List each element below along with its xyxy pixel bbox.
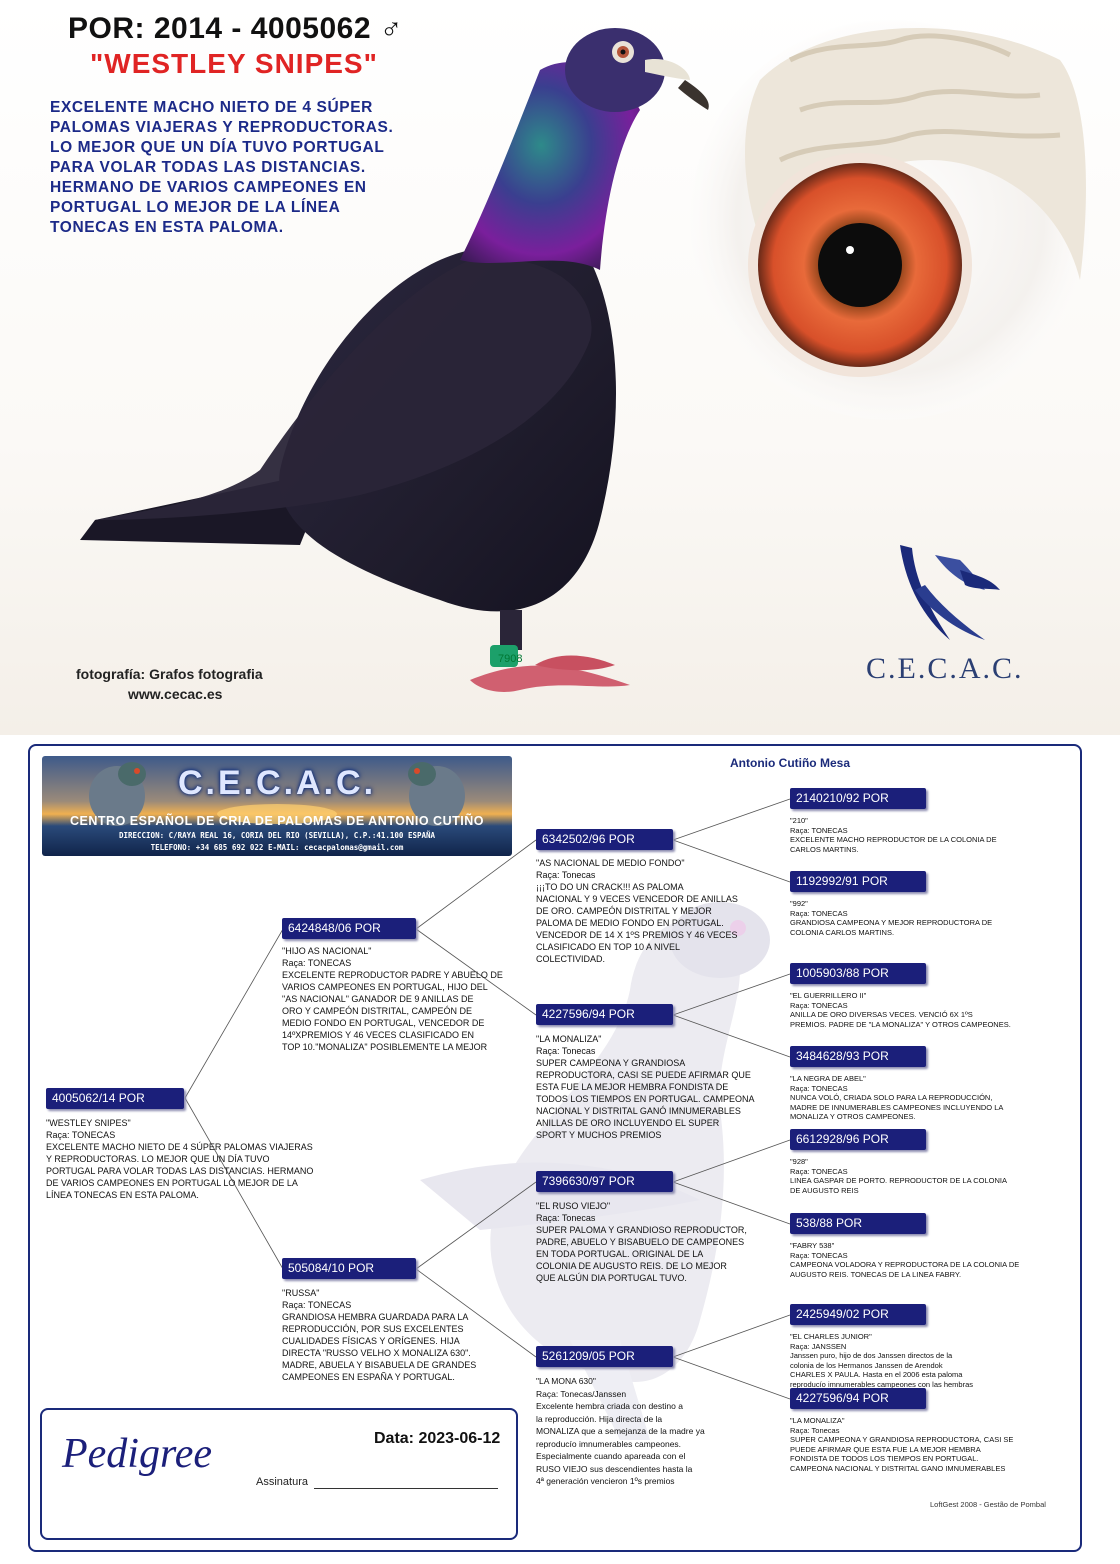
- detail-line: EXCELENTE REPRODUCTOR PADRE Y ABUELO DE: [282, 970, 503, 980]
- detail-line: Y REPRODUCTORAS. LO MEJOR QUE UN DÍA TUVO: [46, 1154, 270, 1164]
- subject-details: [46, 1117, 386, 1201]
- detail-line: EXCELENTE MACHO REPRODUCTOR DE LA COLONIA DE: [790, 835, 997, 844]
- ddd-details: [790, 1416, 1060, 1473]
- ssd-ring-tag[interactable]: 1192992/91 POR: [790, 871, 926, 892]
- detail-line: DE AUGUSTO REIS: [790, 1185, 859, 1195]
- detail-line: "210": [790, 816, 808, 825]
- detail-line: Raça: TONECAS: [282, 958, 352, 968]
- owner-name: Antonio Cutiño Mesa: [730, 756, 850, 770]
- detail-line: "RUSSA": [282, 1288, 320, 1298]
- detail-line: TODOS LOS TIEMPOS EN PORTUGAL. CAMPEONA: [536, 1094, 755, 1104]
- detail-line: Raça: TONECAS: [790, 1083, 848, 1093]
- dss-details: [790, 1157, 1060, 1195]
- ds-ring-tag[interactable]: 7396630/97 POR: [536, 1171, 673, 1192]
- detail-line: NACIONAL Y DISTRITAL GANÓ IMNUMERABLES: [536, 1106, 741, 1116]
- detail-line: Raça: TONECAS: [282, 1300, 352, 1310]
- sdd-details: [790, 1074, 1060, 1122]
- detail-line: PUEDE AFIRMAR QUE ESTA FUE LA MEJOR HEMBRA: [790, 1444, 981, 1454]
- detail-line: PORTUGAL PARA VOLAR TODAS LAS DISTANCIAS. HERMANO: [46, 1166, 314, 1176]
- intro-line: TONECAS EN ESTA PALOMA.: [50, 219, 284, 236]
- intro-line: PORTUGAL LO MEJOR DE LA LÍNEA: [50, 199, 341, 216]
- detail-line: CUALIDADES FÍSICAS Y ORÍGENES. HIJA: [282, 1336, 460, 1346]
- intro-line: EXCELENTE MACHO NIETO DE 4 SÚPER: [50, 99, 373, 116]
- website-link[interactable]: www.cecac.es: [128, 686, 223, 702]
- detail-line: Raça: Tonecas/Janssen: [536, 1388, 627, 1399]
- dds-details: [790, 1332, 1020, 1389]
- intro-line: PARA VOLAR TODAS LAS DISTANCIAS.: [50, 159, 366, 176]
- detail-line: Raça: TONECAS: [46, 1130, 116, 1140]
- detail-line: ANILLAS DE ORO INCLUYENDO EL SUPER: [536, 1118, 720, 1128]
- photo-credit: fotografía: Grafos fotografia: [76, 666, 263, 682]
- intro-line: LO MEJOR QUE UN DÍA TUVO PORTUGAL: [50, 139, 385, 156]
- sds-details: [790, 991, 1060, 1029]
- detail-line: colonia de los Hermanos Janssen de Arendok: [790, 1360, 943, 1370]
- signature-line[interactable]: [314, 1488, 498, 1489]
- sd-details: [536, 1033, 776, 1141]
- ring-number: 7908: [498, 653, 523, 665]
- detail-line: LÍNEA TONECAS EN ESTA PALOMA.: [46, 1190, 199, 1200]
- detail-line: "HIJO AS NACIONAL": [282, 946, 372, 956]
- detail-line: REPRODUCTORA, CASI SE PUEDE AFIRMAR QUE: [536, 1070, 751, 1080]
- detail-line: EXCELENTE MACHO NIETO DE 4 SÚPER PALOMAS VIAJERAS: [46, 1142, 313, 1152]
- sdd-ring-tag[interactable]: 3484628/93 POR: [790, 1046, 926, 1067]
- detail-line: reproducío imnumerables campeones con las hembras: [790, 1379, 974, 1389]
- dsd-ring-tag[interactable]: 538/88 POR: [790, 1213, 926, 1234]
- detail-line: PALOMA DE MEDIO FONDO EN PORTUGAL.: [536, 918, 724, 928]
- ring-title: POR: 2014 - 4005062 ♂: [68, 12, 403, 45]
- pedigree-title: Pedigree: [62, 1431, 213, 1477]
- detail-line: COLONIA DE AUGUSTO REIS. DE LO MEJOR: [536, 1261, 727, 1271]
- detail-line: "LA NEGRA DE ABEL": [790, 1074, 866, 1083]
- dsd-details: [790, 1241, 1060, 1279]
- sss-details: [790, 816, 1050, 854]
- detail-line: VARIOS CAMPEONES EN PORTUGAL, HIJO DEL: [282, 982, 488, 992]
- detail-line: "WESTLEY SNIPES": [46, 1118, 131, 1128]
- detail-line: Raça: TONECAS: [790, 825, 848, 835]
- software-credit: LoftGest 2008 - Gestão de Pombal: [930, 1500, 1046, 1509]
- dd-details: [536, 1375, 736, 1488]
- detail-line: Raça: Tonecas: [536, 1046, 596, 1056]
- detail-line: SPORT Y MUCHOS PREMIOS: [536, 1130, 662, 1140]
- ddd-ring-tag[interactable]: 4227596/94 POR: [790, 1388, 926, 1409]
- detail-line: PREMIOS. PADRE DE "LA MONALIZA" Y OTROS CAMPEONES.: [790, 1019, 1011, 1029]
- detail-line: RUSO VIEJO sus descendientes hasta la: [536, 1463, 693, 1474]
- detail-line: ORO Y CAMPEÓN DISTRITAL, CAMPEÓN DE: [282, 1006, 473, 1016]
- banner-subtitle: CENTRO ESPAÑOL DE CRIA DE PALOMAS DE ANTONIO CUTIÑO: [70, 814, 484, 828]
- detail-line: Excelente hembra criada con destino a: [536, 1401, 683, 1411]
- detail-line: MEDIO FONDO EN PORTUGAL, VENCEDOR DE: [282, 1018, 485, 1028]
- detail-line: Especialmente cuando apareada con el: [536, 1451, 686, 1461]
- dd-ring-tag[interactable]: 5261209/05 POR: [536, 1346, 673, 1367]
- detail-line: CAMPEONA NACIONAL Y DISTRITAL GANO IMNUMERABLES: [790, 1463, 1006, 1473]
- detail-line: Raça: JANSSEN: [790, 1341, 847, 1351]
- detail-line: "EL RUSO VIEJO": [536, 1201, 611, 1211]
- pigeon-name: "WESTLEY SNIPES": [90, 48, 378, 79]
- detail-line: ¡¡¡TO DO UN CRACK!!! AS PALOMA: [536, 882, 684, 892]
- detail-line: "AS NACIONAL" GANADOR DE 9 ANILLAS DE: [282, 994, 474, 1004]
- detail-line: NUNCA VOLÓ, CRIADA SOLO PARA LA REPRODUCCIÓN,: [790, 1093, 993, 1102]
- detail-line: CHARLES X PAULA. Hasta en el 2006 esta paloma: [790, 1370, 963, 1379]
- detail-line: GRANDIOSA HEMBRA GUARDADA PARA LA: [282, 1312, 469, 1322]
- detail-line: "LA MONA 630": [536, 1376, 596, 1386]
- ss-ring-tag[interactable]: 6342502/96 POR: [536, 829, 673, 850]
- banner-title: C.E.C.A.C.: [177, 764, 377, 802]
- detail-line: DE VARIOS CAMPEONES EN PORTUGAL LO MEJOR DE LA: [46, 1178, 298, 1188]
- detail-line: ANILLA DE ORO DIVERSAS VECES. VENCIÓ 6X 1ºS: [790, 1010, 973, 1019]
- detail-line: COLECTIVIDAD.: [536, 954, 606, 964]
- sd-ring-tag[interactable]: 4227596/94 POR: [536, 1004, 673, 1025]
- dam-details: [282, 1287, 522, 1383]
- intro-line: PALOMAS VIAJERAS Y REPRODUCTORAS.: [50, 119, 394, 136]
- detail-line: CLASIFICADO EN TOP 10 A NIVEL: [536, 942, 681, 952]
- detail-line: GRANDIOSA CAMPEONA Y MEJOR REPRODUCTORA DE: [790, 918, 993, 927]
- detail-line: CAMPEONA VOLADORA Y REPRODUCTORA DE LA COLONIA DE: [790, 1260, 1020, 1269]
- detail-line: SUPER CAMPEONA Y GRANDIOSA: [536, 1058, 686, 1068]
- detail-line: EN TODA PORTUGAL. ORIGINAL DE LA: [536, 1249, 704, 1259]
- detail-line: "FABRY 538": [790, 1241, 835, 1250]
- detail-line: MONALIZA Y OTROS CAMPEONES.: [790, 1112, 916, 1121]
- dss-ring-tag[interactable]: 6612928/96 POR: [790, 1129, 926, 1150]
- dds-ring-tag[interactable]: 2425949/02 POR: [790, 1304, 926, 1325]
- detail-line: "AS NACIONAL DE MEDIO FONDO": [536, 858, 685, 868]
- detail-line: QUE ALGÚN DIA PORTUGAL TUVO.: [536, 1273, 687, 1283]
- cecac-banner: [42, 756, 512, 856]
- detail-line: PADRE, ABUELO Y BISABUELO DE CAMPEONES: [536, 1237, 745, 1247]
- detail-line: FONDISTA DE TODOS LOS TIEMPOS EN PORTUGAL.: [790, 1454, 979, 1463]
- detail-line: SUPER CAMPEONA Y GRANDIOSA REPRODUCTORA, CASI SE: [790, 1435, 1014, 1444]
- banner-contact: TELEFONO: +34 685 692 022 E-MAIL: cecacpalomas@gmail.com: [150, 843, 404, 852]
- signature-label: Assinatura: [256, 1476, 308, 1488]
- detail-line: COLONIA CARLOS MARTINS.: [790, 927, 895, 937]
- pigeon-illustration: [0, 0, 1120, 735]
- detail-line: la reproducción. Hija directa de la: [536, 1413, 663, 1424]
- sire-details: [282, 945, 522, 1053]
- detail-line: REPRODUCCIÓN, POR SUS EXCELENTES: [282, 1324, 464, 1334]
- detail-line: "928": [790, 1157, 808, 1166]
- detail-line: "LA MONALIZA": [790, 1416, 845, 1425]
- ss-details: [536, 857, 776, 965]
- pedigree-date: Data: 2023-06-12: [374, 1430, 501, 1447]
- detail-line: CAMPEONES EN ESPAÑA Y PORTUGAL.: [282, 1372, 455, 1382]
- intro-line: HERMANO DE VARIOS CAMPEONES EN: [50, 179, 367, 196]
- detail-line: SUPER PALOMA Y GRANDIOSO REPRODUCTOR,: [536, 1225, 747, 1235]
- sire-ring-tag[interactable]: 6424848/06 POR: [282, 918, 416, 939]
- detail-line: "LA MONALIZA": [536, 1034, 602, 1044]
- sss-ring-tag[interactable]: 2140210/92 POR: [790, 788, 926, 809]
- ssd-details: [790, 899, 1050, 937]
- detail-line: CARLOS MARTINS.: [790, 844, 859, 854]
- detail-line: reproducío imnumerables campeones.: [536, 1438, 682, 1449]
- detail-line: NACIONAL Y 9 VECES VENCEDOR DE ANILLAS: [536, 894, 738, 904]
- banner-address: DIRECCION: C/RAYA REAL 16, CORIA DEL RIO (SEVILLA), C.P.:41.100 ESPAÑA: [118, 831, 436, 840]
- detail-line: Raça: TONECAS: [790, 1000, 848, 1010]
- detail-line: "992": [790, 899, 808, 908]
- ds-details: [536, 1200, 776, 1284]
- detail-line: DE ORO. CAMPEÓN DISTRITAL Y MEJOR: [536, 906, 712, 916]
- dove-logo-icon: [900, 545, 1000, 640]
- detail-line: VENCEDOR DE 14 X 1ºS PREMIOS Y 46 VECES: [536, 930, 738, 940]
- detail-line: Raça: Tonecas: [536, 1213, 596, 1223]
- detail-line: ESTA FUE LA MEJOR HEMBRA FONDISTA DE: [536, 1082, 729, 1092]
- detail-line: TOP 10."MONALIZA" POSIBLEMENTE LA MEJOR: [282, 1042, 488, 1052]
- brand-name: C.E.C.A.C.: [866, 652, 1024, 685]
- detail-line: Raça: Tonecas: [790, 1425, 840, 1435]
- dam-ring-tag[interactable]: 505084/10 POR: [282, 1258, 416, 1279]
- detail-line: MONALIZA que a semejanza de la madre ya: [536, 1426, 705, 1436]
- detail-line: MADRE DE INNUMERABLES CAMPEONES INCLUYENDO LA: [790, 1102, 1004, 1112]
- detail-line: 4ª generación vencieron 1ºs premios: [536, 1476, 675, 1486]
- detail-line: MADRE, ABUELA Y BISABUELA DE GRANDES: [282, 1360, 477, 1370]
- detail-line: DIRECTA "RUSSO VELHO X MONALIZA 630".: [282, 1348, 471, 1358]
- detail-line: "EL CHARLES JUNIOR": [790, 1332, 872, 1341]
- subject-ring-tag[interactable]: 4005062/14 POR: [46, 1088, 184, 1109]
- detail-line: LINEA GASPAR DE PORTO. REPRODUCTOR DE LA COLONIA: [790, 1176, 1008, 1185]
- detail-line: Raça: TONECAS: [790, 1250, 848, 1260]
- detail-line: Raça: Tonecas: [536, 870, 596, 880]
- detail-line: Janssen puro, hijo de dos Janssen directos de la: [790, 1351, 953, 1360]
- detail-line: AUGUSTO REIS. TONECAS DE LA LINEA FABRY.: [790, 1269, 962, 1279]
- sds-ring-tag[interactable]: 1005903/88 POR: [790, 963, 926, 984]
- detail-line: 14ºXPREMIOS Y 46 VECES CLASIFICADO EN: [282, 1030, 475, 1040]
- detail-line: "EL GUERRILLERO II": [790, 991, 867, 1000]
- detail-line: Raça: TONECAS: [790, 1166, 848, 1176]
- detail-line: Raça: TONECAS: [790, 908, 848, 918]
